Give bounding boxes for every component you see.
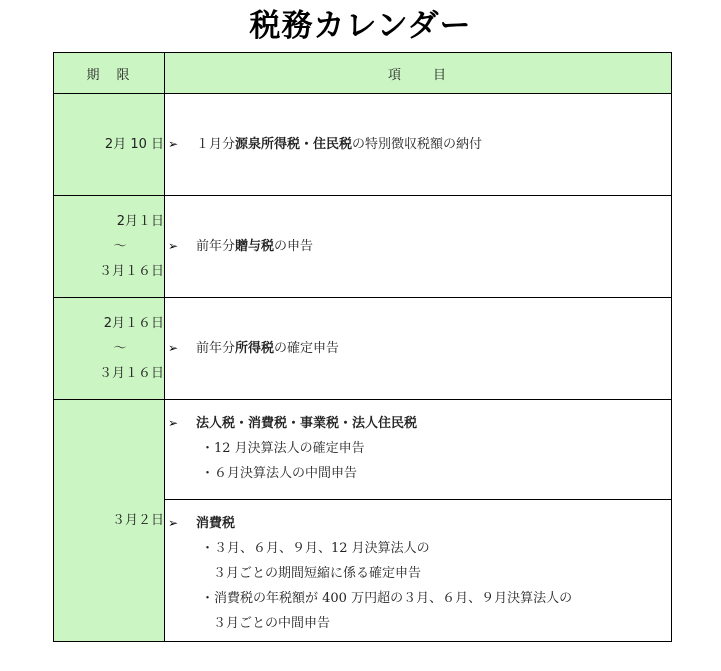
item-cell	[165, 400, 672, 500]
list-item	[165, 132, 671, 157]
header-item: 項 目	[165, 53, 672, 94]
item-cell	[165, 94, 672, 196]
sub-item-continuation: ３月ごとの期間短縮に係る確定申告	[213, 566, 422, 581]
deadline-cell	[54, 196, 165, 298]
list-item	[165, 411, 671, 436]
arrow-bullet-icon: ➢	[168, 239, 179, 253]
table-row	[54, 298, 672, 400]
tax-calendar-table	[53, 52, 672, 642]
header-deadline: 期 限	[54, 53, 165, 94]
arrow-bullet-icon: ➢	[168, 516, 179, 530]
item-text-bold: 所得税	[235, 341, 275, 356]
item-text-post: の確定申告	[274, 341, 340, 356]
item-cell	[165, 298, 672, 400]
deadline-date: ３月２日	[111, 513, 164, 528]
item-text-bold: 贈与税	[235, 239, 275, 254]
list-item	[165, 511, 671, 536]
item-text-pre: １月分	[196, 137, 236, 152]
deadline-range-tilde: ～	[113, 341, 127, 356]
table-row	[54, 94, 672, 196]
item-cell	[165, 196, 672, 298]
deadline-date-to: ３月１６日	[98, 366, 164, 381]
arrow-bullet-icon: ➢	[168, 341, 179, 355]
deadline-range-tilde: ～	[113, 239, 127, 254]
sub-item: ・３月、６月、９月、12 月決算法人の	[201, 541, 430, 556]
sub-item: ・12 月決算法人の確定申告	[201, 441, 365, 456]
list-item	[165, 336, 671, 361]
item-heading: 消費税	[196, 516, 236, 531]
table-row	[54, 196, 672, 298]
deadline-date-from: 2月１日	[116, 214, 164, 229]
page-title: 税務カレンダー	[249, 8, 472, 44]
deadline-cell	[54, 400, 165, 642]
sub-item-continuation: ３月ごとの中間申告	[213, 616, 331, 631]
table-row	[54, 400, 672, 500]
item-text-pre: 前年分	[196, 341, 236, 356]
deadline-date-to: ３月１６日	[98, 264, 164, 279]
arrow-bullet-icon: ➢	[168, 137, 179, 151]
item-text-post: の特別徴収税額の納付	[352, 137, 483, 152]
deadline-cell	[54, 94, 165, 196]
table-header-row	[54, 53, 672, 94]
item-text-post: の申告	[274, 239, 314, 254]
deadline-cell	[54, 298, 165, 400]
item-text-pre: 前年分	[196, 239, 236, 254]
sub-item: ・６月決算法人の中間申告	[201, 466, 358, 481]
sub-item: ・消費税の年税額が 400 万円超の３月、６月、９月決算法人の	[201, 591, 573, 606]
item-heading: 法人税・消費税・事業税・法人住民税	[196, 416, 418, 431]
arrow-bullet-icon: ➢	[168, 416, 179, 430]
deadline-date: 2月 10 日	[104, 137, 164, 152]
item-text-bold: 源泉所得税・住民税	[235, 137, 353, 152]
item-cell	[165, 500, 672, 642]
list-item	[165, 234, 671, 259]
deadline-date-from: 2月１６日	[103, 316, 164, 331]
